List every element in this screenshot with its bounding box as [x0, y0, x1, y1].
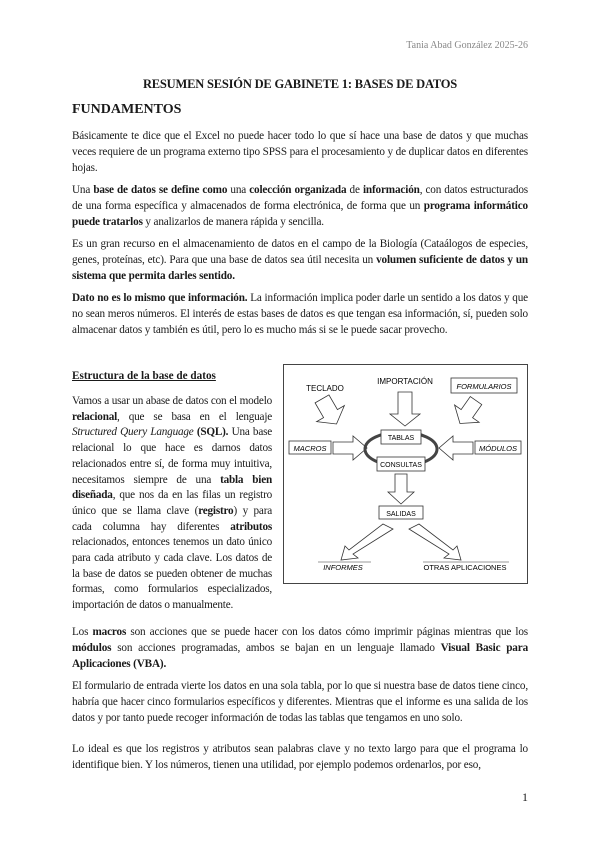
otras-label: OTRAS APLICACIONES: [423, 563, 507, 572]
paragraph-3: Es un gran recurso en el almacenamiento de datos en el campo de la Biología (Cataálogos de especies, genes, proteínas, etc). Para que una base de datos sea útil necesita un volumen suficiente de datos y un sistema que permita darles sentido.: [72, 238, 528, 282]
database-diagram: [283, 364, 528, 584]
macros-label: MACROS: [293, 444, 327, 453]
tablas-label: TABLAS: [387, 435, 415, 442]
paragraph-2: Una base de datos se define como una colección organizada de información, con datos estructurados de una forma específica y almacenados de forma electrónica, de forma que un programa informático puede tratarlos y analizarlos de manera rápida y sencilla.: [72, 184, 528, 228]
consultas-label: CONSULTAS: [380, 462, 422, 469]
modulos-label: MÓDULOS: [479, 444, 517, 453]
structure-paragraph: Vamos a usar un abase de datos con el modelo relacional, que se basa en el lenguaje Structured Query Language (SQL). Una base relacional lo que hace es darnos datos relacionados entre sí, de forma muy intuitiva, necesitamos siempre de una tabla bien diseñada, que nos da en las filas un registro único que se llama clave (registro) y para cada columna hay diferentes atributos relacionados, entonces tenemos un dato único para cada atributo y cada clave. Los datos de la base de datos se pueden obtener de muchas formas, como formularios especializados, importación de datos o manualmente.: [72, 395, 273, 612]
paragraph-5: Los macros son acciones que se puede hacer con los datos cómo imprimir páginas mientras que los módulos son acciones programadas, ambos se bajan en un lenguaje llamado Visual Basic para Aplicaciones (VBA).: [72, 626, 529, 670]
teclado-label: TECLADO: [306, 384, 344, 393]
paragraph-7: Lo ideal es que los registros y atributos sean palabras clave y no texto largo para que el programa lo identifique bien. Y los números, tienen una utilidad, por ejemplo podemos ordenarlos, por eso,: [72, 743, 528, 771]
document-title: RESUMEN SESIÓN DE GABINETE 1: BASES DE DATOS: [142, 77, 458, 91]
paragraph-1: Básicamente te dice que el Excel no puede hacer todo lo que sí hace una base de datos y que muchas veces requiere de un programa externo tipo SPSS para el procesamiento y de duplicar datos en diferentes hojas.: [72, 130, 528, 174]
paragraph-6: El formulario de entrada vierte los datos en una sola tabla, por lo que si nuestra base de datos tiene cinco, habría que hacer cinco formularios específicos y diferentes. Mientras que el informe es una salida de los datos y por tanto puede recoger información de todas las tablas que tengamos en uno solo.: [72, 680, 528, 724]
paragraph-4: Dato no es lo mismo que información. La información implica poder darle un sentido a los datos y que no sean meros números. El interés de estas bases de datos es que tengan esa información, sí, pueden solo almacenar datos y también es útil, pero lo es mucho más si se le puede sacar provecho.: [72, 292, 528, 336]
structure-heading: Estructura de la base de datos: [72, 370, 216, 382]
section-heading: FUNDAMENTOS: [72, 102, 182, 117]
formularios-label: FORMULARIOS: [456, 382, 512, 391]
header-author: Tania Abad González 2025-26: [406, 40, 528, 51]
page-number: 1: [522, 790, 528, 804]
salidas-label: SALIDAS: [386, 511, 416, 518]
informes-label: INFORMES: [323, 563, 363, 572]
importacion-label: IMPORTACIÓN: [377, 377, 433, 386]
